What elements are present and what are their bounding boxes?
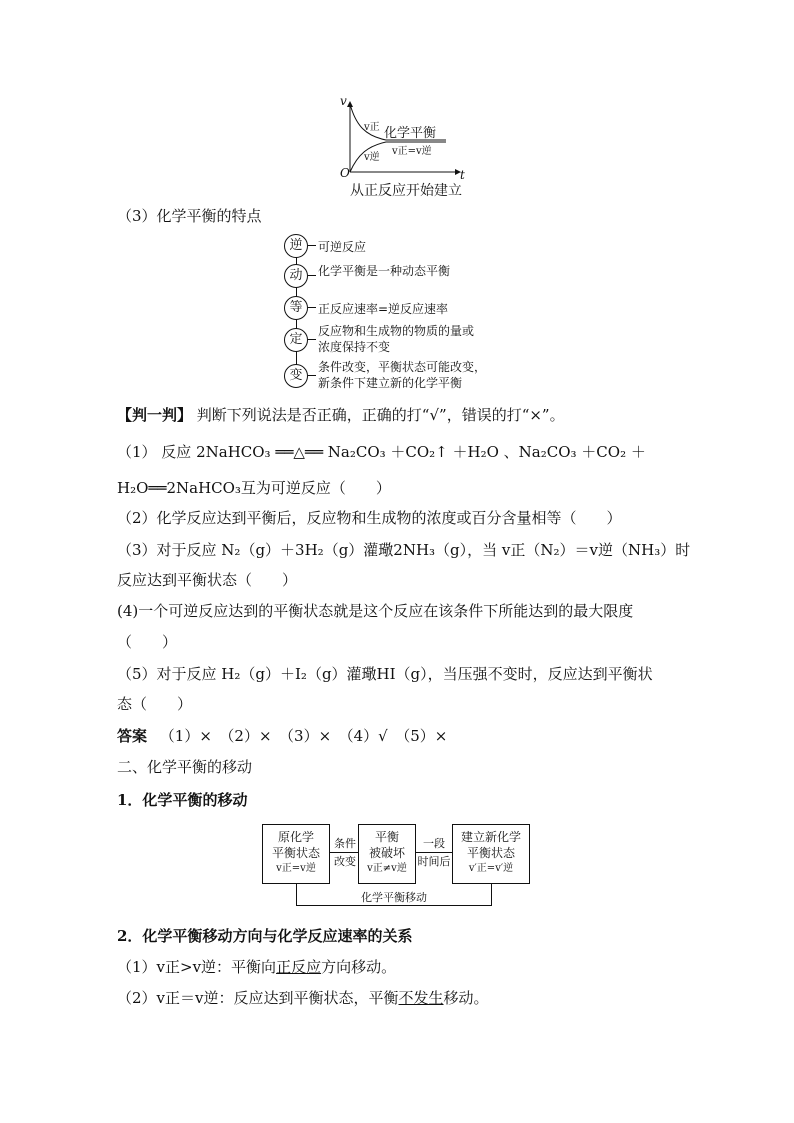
- origin-label: O: [340, 166, 350, 180]
- feature-text-line2: 新条件下建立新的化学平衡: [318, 376, 463, 390]
- balance-label: 化学平衡: [384, 126, 437, 141]
- arrow1-line1: 条件: [334, 837, 356, 850]
- feature-text: 正反应速率=逆反应速率: [318, 302, 449, 316]
- feature-text-line2: 浓度保持不变: [318, 340, 391, 354]
- section2-sub1: 1．化学平衡的移动: [117, 791, 248, 809]
- relation-1-underline: 正反应: [276, 958, 322, 976]
- feature-circle: [284, 296, 308, 320]
- feature-char: 逆: [289, 238, 303, 253]
- feature-text: 可逆反应: [318, 240, 367, 254]
- question-3-line2: 反应达到平衡状态（ ）: [117, 571, 298, 589]
- feature-char: 定: [289, 332, 303, 347]
- feature-circle: [284, 364, 308, 388]
- question-3-line1: （3）对于反应 N₂（g）＋3H₂（g）灌璥2NH₃（g），当 v正（N₂）＝v逆（NH₃）时: [117, 541, 691, 559]
- question-2: （2）化学反应达到平衡后，反应物和生成物的浓度或百分含量相等（ ）: [117, 509, 622, 527]
- feature-dash: [308, 275, 316, 276]
- axis-t-label: t: [460, 168, 465, 182]
- section2-sub2: 2．化学平衡移动方向与化学反应速率的关系: [117, 927, 413, 945]
- judge-instruction-line: [117, 405, 565, 425]
- arrow1-divider: [330, 852, 360, 853]
- box3-line3: v′正=v′逆: [468, 863, 514, 874]
- question-1-line2: H₂O══2NaHCO₃互为可逆反应（ ）: [117, 479, 391, 497]
- equilibrium-graph: [336, 96, 476, 200]
- feature-char: 等: [289, 300, 303, 315]
- arrow2-divider: [416, 852, 452, 853]
- feature-text: 化学平衡是一种动态平衡: [318, 264, 451, 278]
- feature-dash: [308, 375, 316, 376]
- relation-1: [117, 957, 396, 977]
- box1-line1: 原化学: [277, 830, 314, 844]
- relation-1-suffix: 方向移动。: [321, 958, 397, 976]
- feature-item: [284, 360, 544, 396]
- box2-line3: v正≠v逆: [367, 863, 407, 874]
- box3-line2: 平衡状态: [466, 846, 515, 860]
- question-1-line1: （1） 反应 2NaHCO₃ ══△══ Na₂CO₃ ＋CO₂↑ ＋H₂O 、Na₂CO₃ ＋CO₂ ＋: [117, 443, 646, 461]
- feature-item: [284, 324, 544, 360]
- question-5-line2: 态（ ）: [117, 695, 193, 713]
- features-diagram: [284, 234, 544, 396]
- section3-title: （3）化学平衡的特点: [117, 207, 262, 225]
- answer-text: （1）× （2）× （3）× （4）√ （5）×: [159, 727, 448, 745]
- original-state-box: [262, 824, 330, 884]
- axis-v-label: v: [340, 94, 347, 108]
- time-passes-arrow: [416, 836, 452, 869]
- feature-char: 动: [289, 268, 303, 283]
- question-4-line1: (4)一个可逆反应达到的平衡状态就是这个反应在该条件下所能达到的最大限度: [117, 602, 634, 620]
- box1-line2: 平衡状态: [271, 846, 320, 860]
- relation-2-underline: 不发生: [398, 989, 444, 1007]
- bottom-label: 化学平衡移动: [361, 891, 427, 904]
- box1-line3: v正=v逆: [276, 863, 316, 874]
- feature-item: [284, 264, 544, 288]
- section2-title: 二、化学平衡的移动: [117, 758, 253, 776]
- feature-dash: [308, 339, 316, 340]
- reverse-curve-label: v逆: [364, 152, 380, 163]
- judge-instruction: 判断下列说法是否正确，正确的打“√”，错误的打“×”。: [196, 406, 565, 424]
- relation-1-prefix: （1）v正>v逆：平衡向: [117, 958, 277, 976]
- feature-dash: [308, 245, 316, 246]
- arrow1-line2: 改变: [334, 855, 356, 868]
- answer-label: 答案: [117, 727, 148, 745]
- feature-circle: [284, 328, 308, 352]
- new-state-box: [452, 824, 530, 884]
- judge-head: 【判一判】: [117, 406, 193, 424]
- question-4-line2: （ ）: [117, 633, 178, 651]
- box2-line2: 被破坏: [368, 846, 405, 860]
- forward-curve-label: v正: [364, 122, 380, 133]
- feature-circle: [284, 234, 308, 258]
- relation-2-prefix: （2）v正＝v逆：反应达到平衡状态，平衡: [117, 989, 399, 1007]
- feature-text: 反应物和生成物的物质的量或: [318, 324, 475, 338]
- condition-change-arrow: [330, 836, 360, 869]
- feature-dash: [308, 307, 316, 308]
- broken-state-box: [358, 824, 416, 884]
- relation-2-suffix: 移动。: [443, 989, 489, 1007]
- feature-char: 变: [289, 368, 303, 383]
- arrow2-line1: 一段: [423, 837, 445, 850]
- feature-text: 条件改变，平衡状态可能改变，: [318, 360, 487, 374]
- box2-line1: 平衡: [374, 830, 399, 844]
- feature-item: [284, 234, 544, 258]
- answer-line: [117, 726, 447, 746]
- shift-flow-diagram: [262, 824, 532, 910]
- arrow2-line2: 时间后: [417, 855, 451, 868]
- question-5-line1: （5）对于反应 H₂（g）＋I₂（g）灌璥HI（g），当压强不变时，反应达到平衡状: [117, 665, 653, 683]
- feature-circle: [284, 264, 308, 288]
- equal-rate-label: v正=v逆: [392, 146, 432, 157]
- graph-caption: 从正反应开始建立: [350, 183, 462, 199]
- relation-2: [117, 988, 489, 1008]
- feature-item: [284, 296, 544, 320]
- box3-line1: 建立新化学: [460, 830, 521, 844]
